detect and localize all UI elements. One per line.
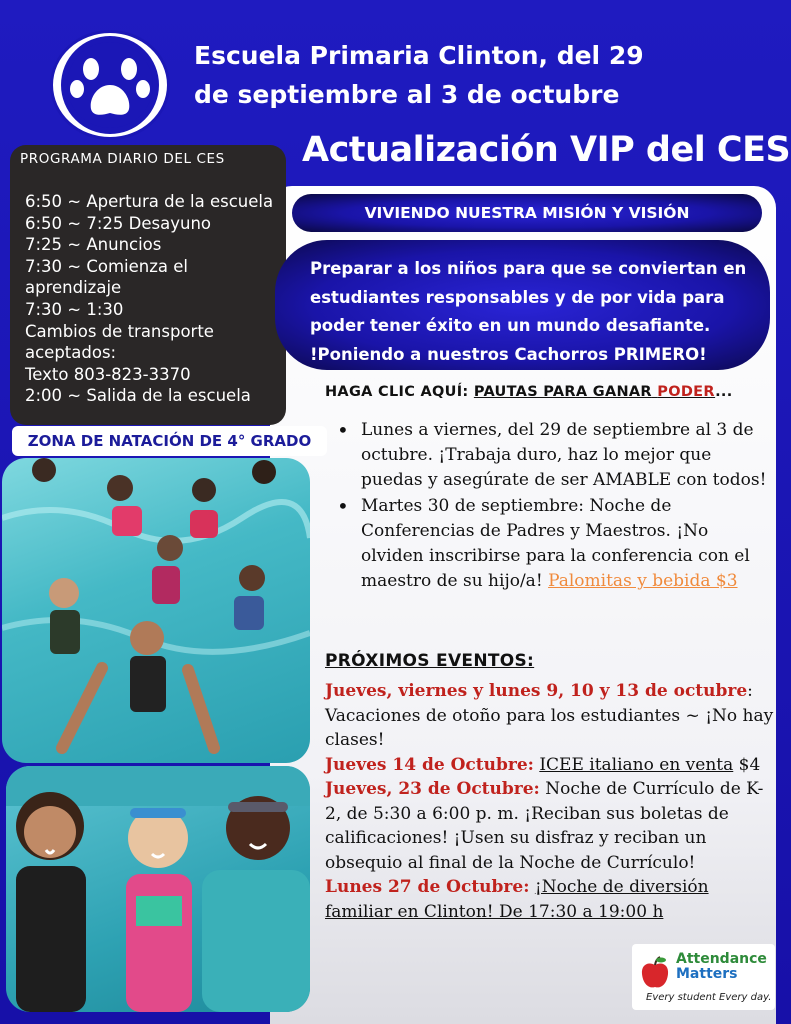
attendance-title-line-2: Matters — [676, 966, 738, 982]
attendance-matters-badge — [632, 944, 775, 1010]
mission-line: estudiantes responsables y de por vida para — [310, 287, 725, 307]
swimming-kids-photo-illustration — [2, 458, 310, 763]
event-item — [325, 875, 775, 924]
schedule-list — [25, 191, 287, 407]
family-fun-night-link[interactable]: ¡Noche de diversión familiar en Clinton! De 17:30 a 19:00 h — [325, 877, 709, 922]
event-date: Jueves 14 de Octubre: — [325, 754, 534, 775]
click-here-suffix: ... — [715, 384, 733, 400]
schedule-item: Texto 803-823-3370 — [25, 364, 191, 384]
mission-line: poder tener éxito en un mundo desafiante. — [310, 316, 711, 335]
smiling-swimmers-photo-illustration — [6, 766, 310, 1012]
power-guidelines-link-red: PODER — [657, 384, 716, 400]
schedule-item: 7:25 ~ Anuncios — [25, 235, 162, 255]
click-here-prefix: HAGA CLIC AQUÍ: — [325, 384, 469, 400]
vip-update-title: Actualización VIP del CES — [302, 130, 791, 170]
attendance-tagline: Every student Every day. — [646, 992, 772, 1003]
event-date: Lunes 27 de Octubre: — [325, 877, 530, 897]
event-item — [325, 679, 775, 753]
schedule-item: aceptados: — [25, 343, 117, 363]
attendance-title — [676, 952, 767, 982]
announcement-item — [333, 494, 773, 594]
event-price: $4 — [738, 754, 761, 775]
click-here-line — [325, 384, 733, 400]
popcorn-drink-link[interactable]: Palomitas y bebida $3 — [548, 571, 738, 591]
mission-statement — [310, 255, 760, 369]
event-date: Jueves, 23 de Octubre: — [325, 779, 540, 799]
schedule-item: Cambios de transporte — [25, 321, 214, 341]
school-header-title — [194, 36, 714, 114]
school-logo — [50, 30, 170, 140]
mission-statement-box — [275, 240, 770, 370]
smiling-swimmers-photo — [6, 766, 310, 1012]
daily-schedule-box — [10, 145, 286, 425]
schedule-item: 7:30 ~ 1:30 — [25, 299, 124, 319]
mission-heading: VIVIENDO NUESTRA MISIÓN Y VISIÓN — [292, 194, 762, 232]
schedule-item: 7:30 ~ Comienza el — [25, 256, 189, 276]
event-item — [325, 753, 775, 778]
upcoming-events-title: PRÓXIMOS EVENTOS: — [325, 651, 535, 671]
apple-icon — [640, 956, 670, 990]
swimming-kids-photo — [2, 458, 310, 763]
paw-print-icon — [53, 33, 167, 137]
announcement-item — [333, 418, 773, 493]
announcement-text: Martes 30 de septiembre: Noche de Conferencias de Padres y Maestros. ¡No olviden inscribirse para la conferencia con el maestro de su hijo/a! — [361, 496, 750, 591]
attendance-title-line-1: Attendance — [676, 951, 767, 967]
schedule-item: 2:00 ~ Salida de la escuela — [25, 386, 251, 406]
announcement-text: Lunes a viernes, del 29 de septiembre al 3 de octubre. ¡Trabaja duro, haz lo mejor que puedas y asegúrate de ser AMABLE con todos! — [361, 420, 767, 490]
announcements-list — [333, 418, 773, 595]
schedule-item: 6:50 ~ Apertura de la escuela — [25, 192, 274, 211]
header-title-line-1: Escuela Primaria Clinton, del 29 — [194, 41, 644, 70]
upcoming-events-list — [325, 679, 775, 924]
event-date: Jueves, viernes y lunes 9, 10 y 13 de octubre — [325, 681, 748, 701]
schedule-item: 6:50 ~ 7:25 Desayuno — [25, 213, 212, 233]
schedule-item: aprendizaje — [25, 278, 122, 298]
event-item — [325, 777, 775, 875]
header-title-line-2: de septiembre al 3 de octubre — [194, 80, 620, 109]
mission-line: !Poniendo a nuestros Cachorros PRIMERO! — [310, 344, 707, 364]
event-text: : Vacaciones de otoño para los estudiantes ~ ¡No hay clases! — [325, 681, 774, 750]
mission-line: Preparar a los niños para que se conviertan en — [310, 259, 747, 278]
event-text: Noche de Currículo de K-2, de 5:30 a 6:00 p. m. ¡Reciban sus boletas de calificaciones! ¡Usen su disfraz y reciban un obsequio al final de la Noche de Currículo! — [325, 779, 764, 873]
power-guidelines-link-text: PAUTAS PARA GANAR — [473, 384, 652, 400]
schedule-title: PROGRAMA DIARIO DEL CES — [20, 151, 225, 167]
icee-sale-link[interactable]: ICEE italiano en venta — [539, 754, 734, 775]
power-guidelines-link[interactable] — [474, 384, 715, 400]
swim-zone-badge: ZONA DE NATACIÓN DE 4° GRADO — [12, 426, 327, 456]
